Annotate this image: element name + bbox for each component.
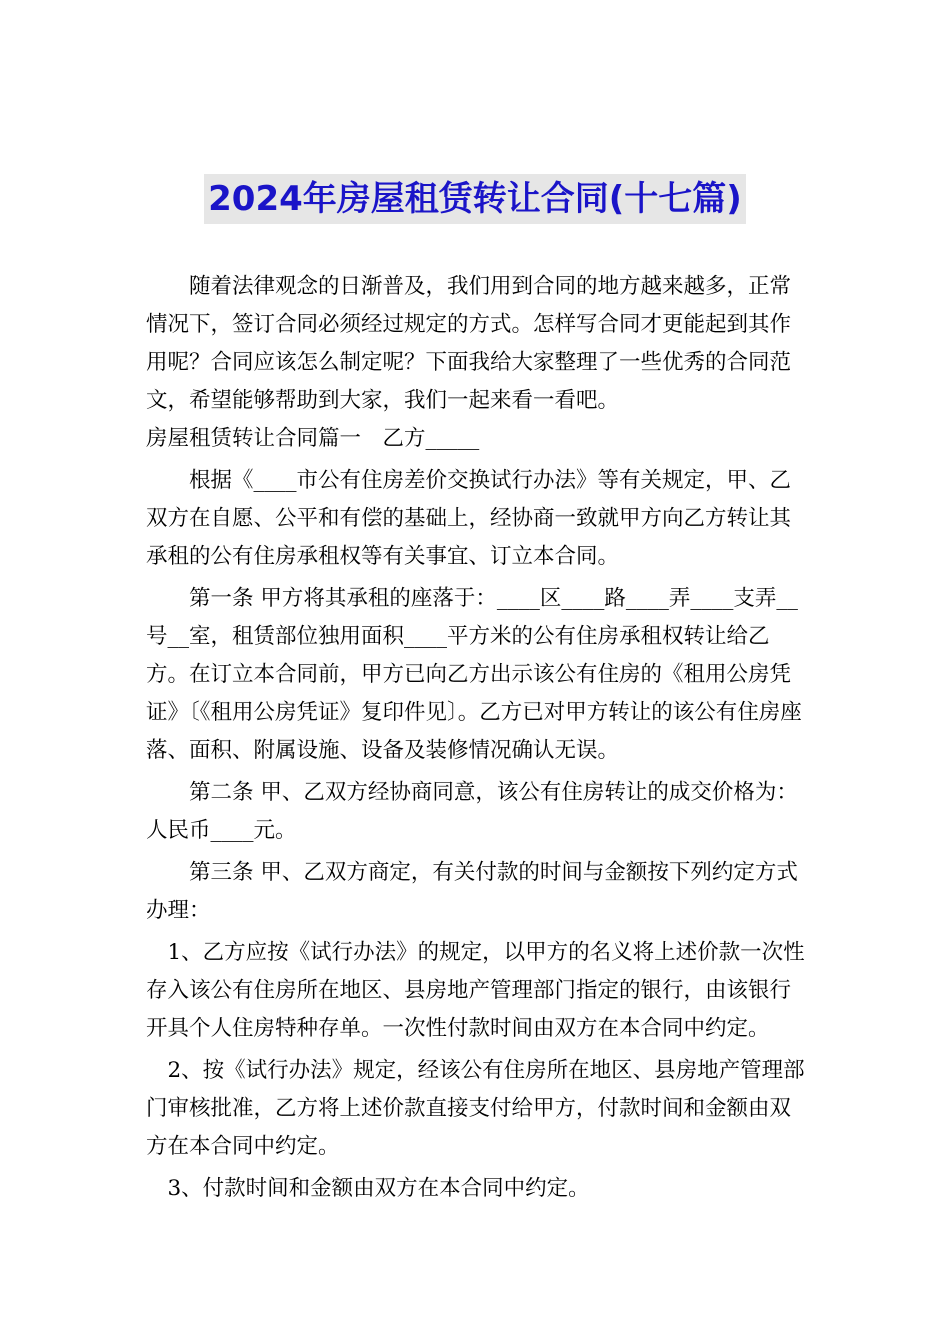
article-1-paragraph: 第一条 甲方将其承租的座落于：____区____路____弄____支弄__号__室，租赁部位独用面积____平方米的公有住房承租权转让给乙方。在订立本合同前，甲方已向乙方出示该公有住房的《租用公房凭证》〔《租用公房凭证》复印件见〕。乙方已对甲方转让的该公有住房座落、面积、附属设施、设备及装修情况确认无误。 [146, 586, 802, 763]
clause-1-paragraph: 1、乙方应按《试行办法》的规定，以甲方的名义将上述价款一次性存入该公有住房所在地区、县房地产管理部门指定的银行，由该银行开具个人住房特种存单。一次性付款时间由双方在本合同中约定。 [146, 940, 805, 1041]
article-2-paragraph: 第二条 甲、乙双方经协商同意，该公有住房转让的成交价格为：人民币____元。 [146, 780, 798, 843]
document-title: 2024年房屋租赁转让合同(十七篇) [204, 174, 746, 224]
clause-2-paragraph: 2、按《试行办法》规定，经该公有住房所在地区、县房地产管理部门审核批准，乙方将上述价款直接支付给甲方，付款时间和金额由双方在本合同中约定。 [146, 1058, 805, 1159]
article-3-paragraph: 第三条 甲、乙双方商定，有关付款的时间与金额按下列约定方式办理： [146, 860, 798, 923]
clause-3-paragraph: 3、付款时间和金额由双方在本合同中约定。 [167, 1176, 590, 1201]
intro-paragraph: 随着法律观念的日渐普及，我们用到合同的地方越来越多，正常情况下，签订合同必须经过规定的方式。怎样写合同才更能起到其作用呢？合同应该怎么制定呢？下面我给大家整理了一些优秀的合同范文，希望能够帮助到大家，我们一起来看一看吧。 [146, 274, 792, 413]
title-container [0, 174, 950, 224]
document-body [146, 268, 808, 1208]
section-heading: 房屋租赁转让合同篇一 乙方_____ [146, 426, 480, 451]
preamble-paragraph: 根据《____市公有住房差价交换试行办法》等有关规定，甲、乙双方在自愿、公平和有偿的基础上，经协商一致就甲方向乙方转让其承租的公有住房承租权等有关事宜、订立本合同。 [146, 468, 792, 569]
